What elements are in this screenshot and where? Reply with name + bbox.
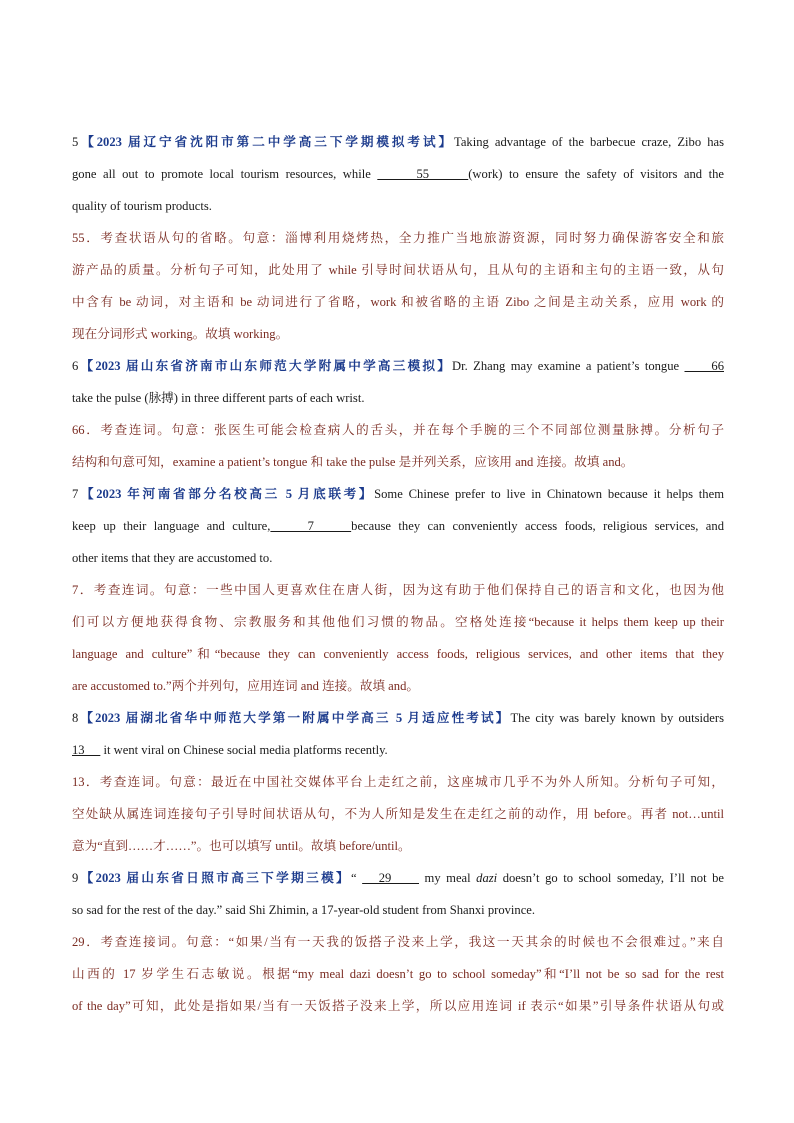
answer-explanation-line: 13．考查连词。句意：最近在中国社交媒体平台上走红之前，这座城市几乎不为外人所知。分析句子可知， bbox=[72, 775, 724, 789]
answer-explanation-line: 66．考查连词。句意：张医生可能会检查病人的舌头，并在每个手腕的三个不同部位测量脉搏。分析句子 bbox=[72, 423, 724, 437]
question-line: other items that they are accustomed to. bbox=[72, 551, 273, 565]
question-line bbox=[72, 478, 724, 510]
answer-explanation-line: are accustomed to.”两个并列句，应用连词 and 连接。故填 and。 bbox=[72, 679, 419, 693]
answer-explanation-line: language and culture”和“because they can conveniently access foods, religious services, and other items that they bbox=[72, 647, 724, 661]
question-6 bbox=[72, 350, 724, 478]
question-8 bbox=[72, 702, 724, 862]
question-source: 【2023 届山东省济南市山东师范大学附属中学高三模拟】 bbox=[78, 359, 453, 373]
question-line bbox=[72, 702, 724, 734]
question-source: 【2023 年河南省部分名校高三 5 月底联考】 bbox=[78, 487, 375, 501]
question-number: 7 bbox=[72, 487, 79, 501]
question-text-italic: dazi bbox=[476, 871, 498, 885]
question-text: Some Chinese prefer to live in Chinatown because it helps them bbox=[374, 487, 724, 501]
question-text: Taking advantage of the barbecue craze, Zibo has bbox=[454, 135, 724, 149]
question-number: 6 bbox=[72, 359, 79, 373]
answer-explanation-line: of the day”可知，此处是指如果/当有一天饭搭子没来上学，所以应用连词 if 表示“如果”引导条件状语从句或 bbox=[72, 999, 724, 1013]
worksheet-page bbox=[72, 126, 724, 1022]
answer-explanation-line: 29．考查连接词。句意：“如果/当有一天我的饭搭子没来上学，我这一天其余的时候也不会很难过。”来自 bbox=[72, 935, 724, 949]
answer-explanation-line: 山西的 17 岁学生石志敏说。根据“my meal dazi doesn’t go to school someday”和“I’ll not be so sad for the rest bbox=[72, 967, 724, 981]
question-text: keep up their language and culture, bbox=[72, 519, 271, 533]
question-source: 【2023 届湖北省华中师范大学第一附属中学高三 5 月适应性考试】 bbox=[78, 711, 511, 725]
answer-explanation-line: 意为“直到……才……”。也可以填写 until。故填 before/until。 bbox=[72, 839, 411, 853]
question-line bbox=[72, 510, 724, 542]
question-text: because they can conveniently access foods, religious services, and bbox=[351, 519, 724, 533]
question-source: 【2023 届辽宁省沈阳市第二中学高三下学期模拟考试】 bbox=[78, 135, 455, 149]
question-text: it went viral on Chinese social media platforms recently. bbox=[100, 743, 388, 757]
question-text: Dr. Zhang may examine a patient’s tongue bbox=[452, 359, 685, 373]
answer-explanation-line: 55．考查状语从句的省略。句意：淄博利用烧烤热，全力推广当地旅游资源，同时努力确保游客安全和旅 bbox=[72, 231, 724, 245]
question-line bbox=[72, 158, 724, 190]
question-line bbox=[72, 126, 724, 158]
answer-explanation-line: 结构和句意可知，examine a patient’s tongue 和 take the pulse 是并列关系，应该用 and 连接。故填 and。 bbox=[72, 455, 634, 469]
question-text: “ bbox=[351, 871, 363, 885]
question-line bbox=[72, 862, 724, 894]
answer-blank: 55 bbox=[377, 167, 469, 181]
question-source: 【2023 届山东省日照市高三下学期三模】 bbox=[78, 871, 352, 885]
question-text: doesn’t go to school someday, I’ll not be bbox=[497, 871, 724, 885]
question-line: so sad for the rest of the day.” said Shi Zhimin, a 17-year-old student from Shanxi province. bbox=[72, 903, 536, 917]
question-text: (work) to ensure the safety of visitors and the bbox=[468, 167, 724, 181]
question-line: take the pulse (脉搏) in three different parts of each wrist. bbox=[72, 391, 365, 405]
answer-blank: 7 bbox=[270, 519, 352, 533]
answer-blank: 66 bbox=[684, 359, 724, 373]
answer-explanation-line: 们可以方便地获得食物、宗教服务和其他他们习惯的物品。空格处连接“because it helps them keep up their bbox=[72, 615, 724, 629]
answer-explanation-line: 空处缺从属连词连接句子引导时间状语从句，不为人所知是发生在走红之前的动作，用 before。再者 not…until bbox=[72, 807, 724, 821]
answer-explanation-line: 游产品的质量。分析句子可知，此处用了 while 引导时间状语从句，且从句的主语和主句的主语一致，从句 bbox=[72, 263, 724, 277]
question-number: 9 bbox=[72, 871, 79, 885]
answer-blank: 13 bbox=[72, 743, 101, 757]
question-line bbox=[72, 350, 724, 382]
question-text: gone all out to promote local tourism resources, while bbox=[72, 167, 378, 181]
question-line: quality of tourism products. bbox=[72, 199, 212, 213]
answer-explanation-line: 7．考查连词。句意：一些中国人更喜欢住在唐人街，因为这有助于他们保持自己的语言和文化，也因为他 bbox=[72, 583, 724, 597]
question-5 bbox=[72, 126, 724, 350]
answer-explanation-line: 现在分词形式 working。故填 working。 bbox=[72, 327, 289, 341]
question-text: The city was barely known by outsiders bbox=[510, 711, 724, 725]
question-line bbox=[72, 734, 724, 766]
answer-blank: 29 bbox=[362, 871, 419, 885]
answer-explanation-line: 中含有 be 动词，对主语和 be 动词进行了省略，work 和被省略的主语 Zibo 之间是主动关系，应用 work 的 bbox=[72, 295, 724, 309]
question-9 bbox=[72, 862, 724, 1022]
question-number: 5 bbox=[72, 135, 79, 149]
question-number: 8 bbox=[72, 711, 79, 725]
question-7 bbox=[72, 478, 724, 702]
question-text: my meal bbox=[419, 871, 477, 885]
